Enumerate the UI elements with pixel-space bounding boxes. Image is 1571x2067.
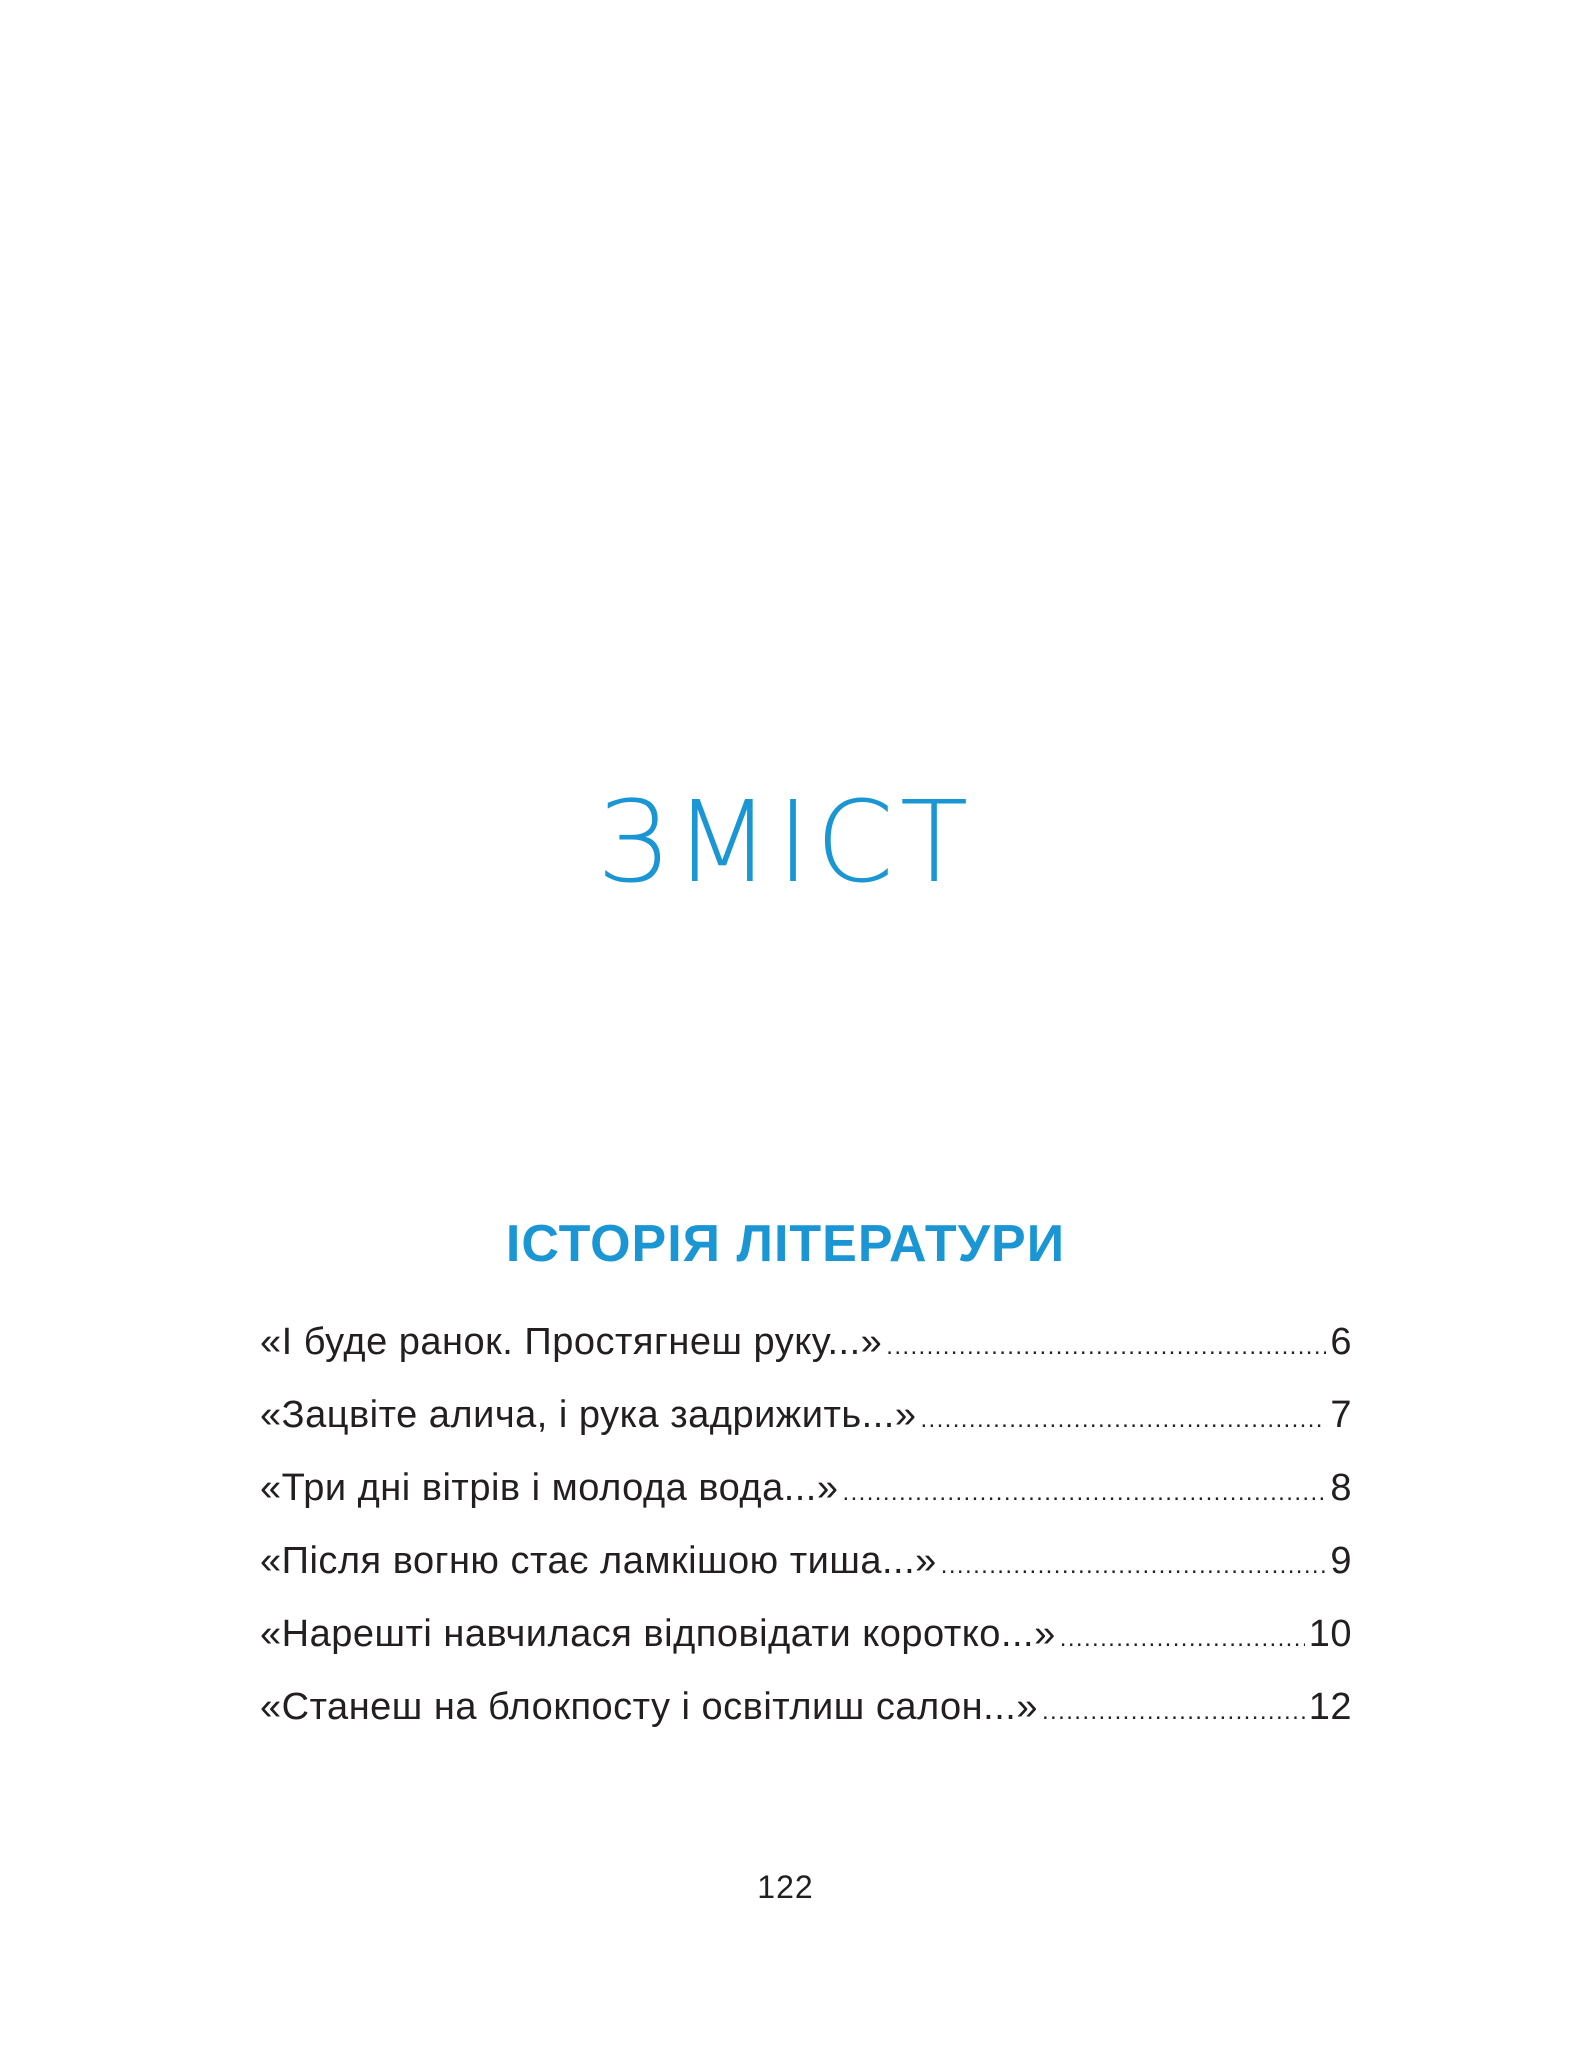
page-number: 122 bbox=[757, 1869, 814, 1905]
toc-entry[interactable] bbox=[260, 1615, 1352, 1688]
toc-entry[interactable] bbox=[260, 1469, 1352, 1542]
toc-entry-title: «Станеш на блокпосту і освітлиш салон...» bbox=[260, 1686, 1038, 1728]
toc-entry-page: 6 bbox=[1330, 1321, 1352, 1363]
toc-entry-title: «Зацвіте алича, і рука задрижить...» bbox=[260, 1394, 917, 1436]
toc-leader-dots bbox=[1060, 1627, 1305, 1651]
toc-entry-title: «І буде ранок. Простягнеш руку...» bbox=[260, 1321, 883, 1363]
toc-entry-page: 12 bbox=[1308, 1686, 1352, 1728]
toc-entry-page: 10 bbox=[1308, 1613, 1352, 1655]
section-title: ІСТОРІЯ ЛІТЕРАТУРИ bbox=[505, 1215, 1066, 1274]
toc-entry[interactable] bbox=[260, 1542, 1352, 1615]
toc-entry-title: «Нарешті навчилася відповідати коротко...» bbox=[260, 1613, 1056, 1655]
toc-entry-page: 9 bbox=[1330, 1540, 1352, 1582]
toc-entry-title: «Після вогню стає ламкішою тиша...» bbox=[260, 1540, 937, 1582]
page-title: ЗМІСТ bbox=[596, 778, 975, 909]
toc-entry[interactable] bbox=[260, 1688, 1352, 1761]
toc-entry[interactable] bbox=[260, 1323, 1352, 1396]
toc-entry-title: «Три дні вітрів і молода вода...» bbox=[260, 1467, 839, 1509]
table-of-contents bbox=[260, 1323, 1352, 1761]
toc-leader-dots bbox=[1042, 1700, 1305, 1724]
toc-entry[interactable] bbox=[260, 1396, 1352, 1469]
toc-leader-dots bbox=[843, 1481, 1327, 1505]
toc-leader-dots bbox=[941, 1554, 1327, 1578]
toc-entry-page: 7 bbox=[1330, 1394, 1352, 1436]
toc-leader-dots bbox=[886, 1335, 1326, 1359]
toc-leader-dots bbox=[920, 1408, 1326, 1432]
toc-entry-page: 8 bbox=[1330, 1467, 1352, 1509]
